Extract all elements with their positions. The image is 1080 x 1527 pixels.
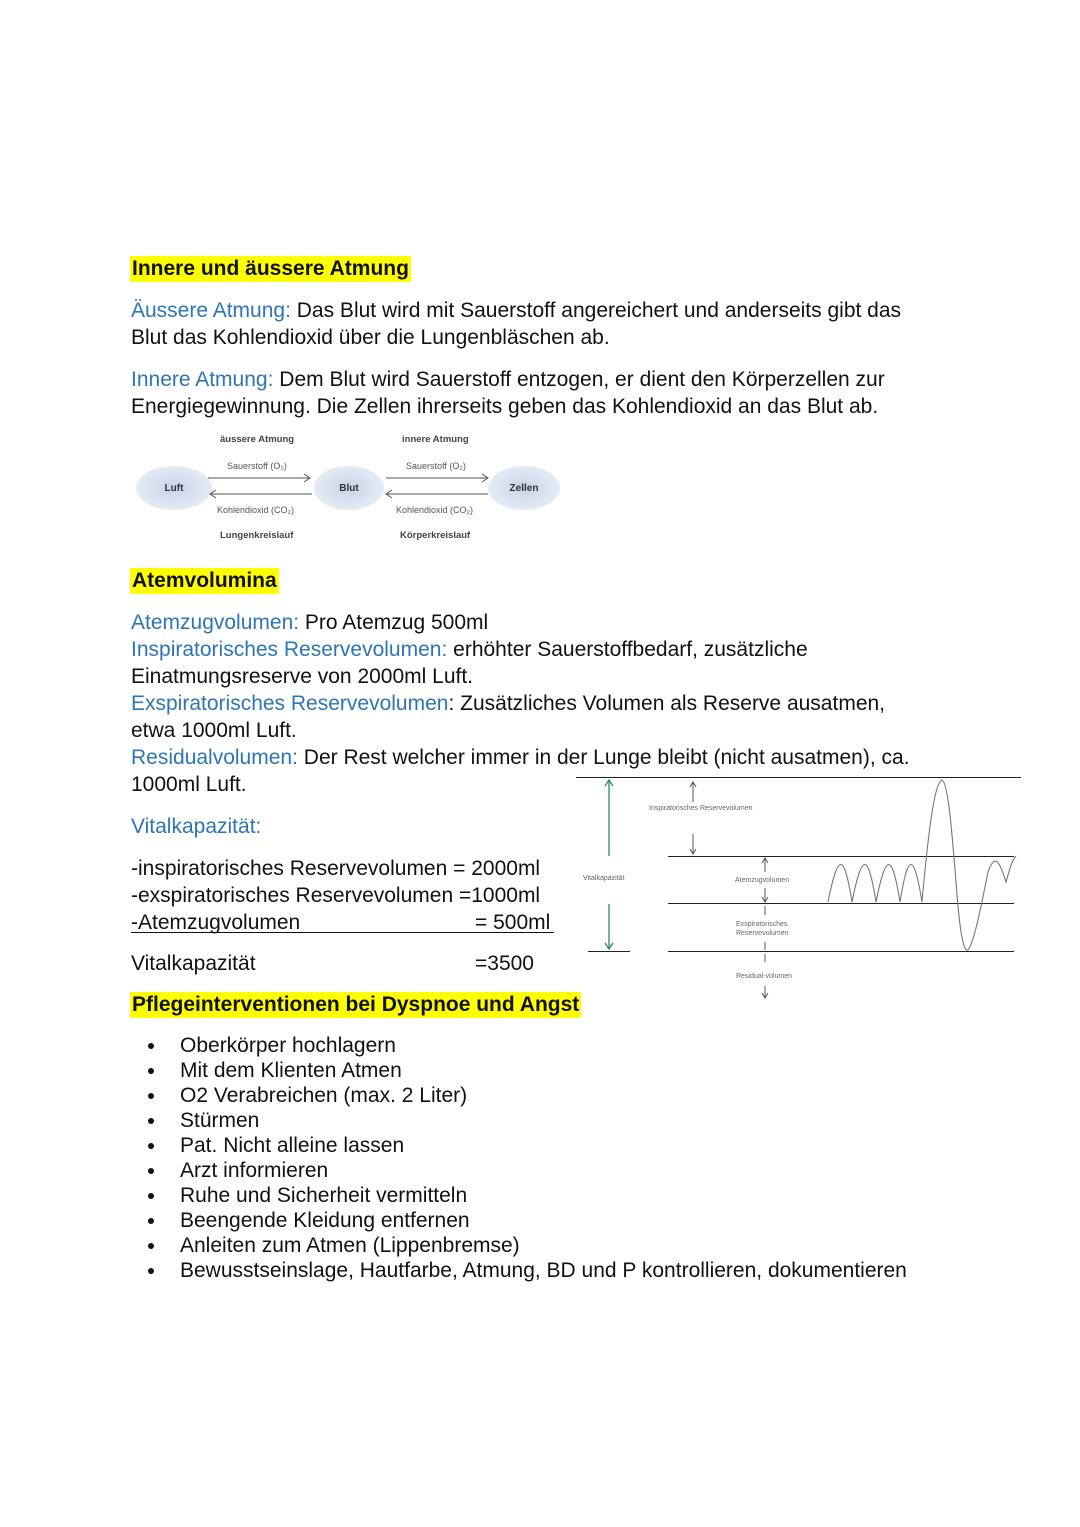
label-sauerstoff-left: Sauerstoff (O₂) <box>227 461 287 471</box>
lung-volume-graph <box>576 772 1026 1004</box>
list-item: Mit dem Klienten Atmen <box>131 1058 1031 1083</box>
bullet-icon <box>148 1193 154 1199</box>
list-item: Stürmen <box>131 1108 1031 1133</box>
diagram-arrows <box>130 428 570 548</box>
graph-label-erv: Exspiratorisches Reservevolumen <box>736 921 789 937</box>
node-zellen: Zellen <box>488 466 560 510</box>
calc-tv: -Atemzugvolumen <box>131 911 301 934</box>
bullet-icon <box>148 1268 154 1274</box>
graph-label-tv: Atemzugvolumen <box>735 877 790 884</box>
paragraph-aussere-atmung: Äussere Atmung: Das Blut wird mit Sauerstoff angereichert und anderseits gibt das Blut das Kohlendioxid über die Lungenbläschen ab. <box>131 299 902 349</box>
bullet-icon <box>148 1093 154 1099</box>
label-koerperkreislauf: Körperkreislauf <box>400 530 471 541</box>
heading-pflegeinterventionen: Pflegeinterventionen bei Dyspnoe und Angst <box>132 993 580 1016</box>
def-atemzugvolumen: Atemzugvolumen: Pro Atemzug 500ml <box>131 611 489 634</box>
bullet-icon <box>148 1118 154 1124</box>
calc-irv: -inspiratorisches Reservevolumen = 2000ml <box>131 857 541 880</box>
label-sauerstoff-right: Sauerstoff (O₂) <box>406 461 466 471</box>
bullet-icon <box>148 1218 154 1224</box>
list-item: Arzt informieren <box>131 1158 1031 1183</box>
calc-tv-value: = 500ml <box>475 911 551 934</box>
term-vitalkapazitaet: Vitalkapazität: <box>131 815 262 838</box>
graph-label-vitalkapazitaet: Vitalkapazität <box>583 875 625 882</box>
heading-atmung: Innere und äussere Atmung <box>132 257 409 280</box>
atemvolumina-list <box>131 609 1031 798</box>
graph-lines <box>576 772 1026 1004</box>
term-innere-atmung: Innere Atmung: <box>131 368 274 391</box>
list-item: Bewusstseinslage, Hautfarbe, Atmung, BD und P kontrollieren, dokumentieren <box>131 1258 1031 1283</box>
def-inspiratorisch: Inspiratorisches Reservevolumen: erhöhter Sauerstoffbedarf, zusätzliche Einatmungsreserve von 2000ml Luft. <box>131 638 808 688</box>
bullet-icon <box>148 1043 154 1049</box>
list-item: Oberkörper hochlagern <box>131 1033 1031 1058</box>
heading-atemvolumina: Atemvolumina <box>132 569 277 592</box>
graph-label-rv: Residual-volumen <box>736 973 793 980</box>
bullet-icon <box>148 1168 154 1174</box>
label-kohlendioxid-right: Kohlendioxid (CO₂) <box>396 505 474 515</box>
term-aussere-atmung: Äussere Atmung: <box>131 299 291 322</box>
label-innere-atmung: innere Atmung <box>402 434 469 445</box>
calc-sum-line <box>131 932 554 933</box>
node-blut: Blut <box>314 466 384 510</box>
bullet-icon <box>148 1143 154 1149</box>
graph-label-irv: Inspiratorisches Reservevolumen <box>649 805 753 812</box>
calc-erv: -exspiratorisches Reservevolumen =1000ml <box>131 884 541 907</box>
calc-total-label: Vitalkapazität <box>131 952 256 975</box>
def-residualvolumen: Residualvolumen: Der Rest welcher immer in der Lunge bleibt (nicht ausatmen), ca. 1000ml Luft. <box>131 746 910 796</box>
list-item: O2 Verabreichen (max. 2 Liter) <box>131 1083 1031 1108</box>
label-lungenkreislauf: Lungenkreislauf <box>220 530 294 541</box>
node-luft: Luft <box>136 466 212 510</box>
list-item: Anleiten zum Atmen (Lippenbremse) <box>131 1233 1031 1258</box>
label-kohlendioxid-left: Kohlendioxid (CO₂) <box>217 505 295 515</box>
list-item: Ruhe und Sicherheit vermitteln <box>131 1183 1031 1208</box>
def-exspiratorisch: Exspiratorisches Reservevolumen: Zusätzliches Volumen als Reserve ausatmen, etwa 1000ml Luft. <box>131 692 886 742</box>
list-item: Beengende Kleidung entfernen <box>131 1208 1031 1233</box>
label-aussere-atmung: äussere Atmung <box>220 434 295 445</box>
respiration-diagram <box>130 428 570 548</box>
bullet-icon <box>148 1243 154 1249</box>
bullet-icon <box>148 1068 154 1074</box>
paragraph-innere-atmung: Innere Atmung: Dem Blut wird Sauerstoff entzogen, er dient den Körperzellen zur Energiegewinnung. Die Zellen ihrerseits geben das Kohlendioxid an das Blut ab. <box>131 368 885 418</box>
calc-total-value: =3500 <box>475 952 534 975</box>
intervention-list <box>131 1033 1031 1283</box>
list-item: Pat. Nicht alleine lassen <box>131 1133 1031 1158</box>
